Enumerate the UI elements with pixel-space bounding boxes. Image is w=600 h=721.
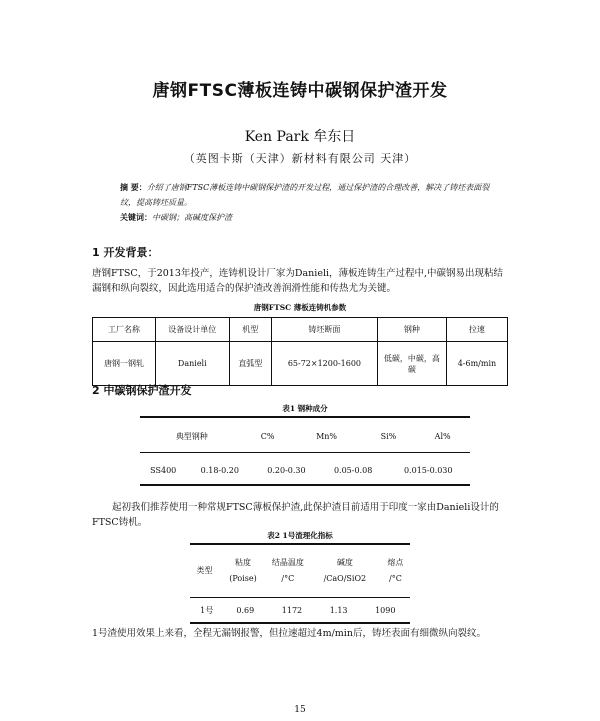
table1-top-rule [140,416,470,418]
table-header-cell: 工厂名称 [93,318,156,342]
table-cell: 1.13 [329,605,348,615]
table-header-cell: 结晶温度 /°C [271,558,304,583]
table-cell: 0.18-0.20 [200,465,239,475]
abstract [120,180,500,210]
table-cell: 1号 [200,605,214,615]
params-table-caption: 唐钢FTSC 薄板连铸机参数 [253,303,347,312]
table-header-cell: 钢种 [377,318,446,342]
table-cell: 0.05-0.08 [333,465,373,475]
table-cell: 1172 [281,605,303,615]
table-header-row [93,318,508,342]
table-header-cell: 碱度 /CaO/SiO2 [323,558,367,583]
table-cell: 唐钢一钢轧 [93,342,156,386]
table-header-row [140,424,470,448]
table-cell: 0.20-0.30 [267,465,306,475]
table-cell: 1090 [375,605,396,615]
section1-title: 1 开发背景： [92,246,159,259]
params-table [92,317,508,386]
table-header-cell: Al% [434,431,451,441]
keywords-label: 关键词： [120,212,152,222]
table-cell: 4-6m/min [446,342,507,386]
authors: Ken Park 牟东日 [244,129,356,145]
table-cell: SS400 [150,465,177,475]
table-header-cell: 拉速 [446,318,507,342]
paragraph-2: 起初我们推荐使用一种常规FTSC薄板保护渣,此保护渣目前适用于印度一家由Danieli设计的FTSC铸机。 [92,502,499,528]
table-row [190,600,410,620]
table2-top-rule [190,543,410,545]
keywords-text: 中碳钢；高碱度保护渣 [152,213,232,222]
table-row [93,342,508,386]
page-title: 唐钢FTSC薄板连铸中碳钢保护渣开发 [152,81,448,101]
section1-paragraph: 唐钢FTSC，于2013年投产，连铸机设计厂家为Danieli，薄板连铸生产过程中,中碳钢易出现粘结漏钢和纵向裂纹，因此选用适合的保护渣改善润滑性能和传热尤为关键。 [92,268,504,294]
table-cell: Danieli [156,342,229,386]
paragraph-3: 1号渣使用效果上来看，全程无漏钢报警，但拉速超过4m/min后，铸坯表面有细微纵向裂纹。 [92,628,486,639]
affiliation: （英图卡斯（天津）新材料有限公司 天津） [183,152,417,165]
table1-bottom-rule [140,484,470,486]
table-header-cell: 类型 [196,566,213,575]
table-header-row [190,548,410,594]
table-header-cell: 粘度 (Poise) [229,558,257,583]
table-header-cell: Si% [380,431,397,441]
table-cell: 0.69 [236,605,255,615]
table-cell: 0.015-0.030 [403,465,453,475]
keywords [120,212,232,223]
table-cell: 直弧型 [229,342,272,386]
slag-property-table-body [190,600,410,620]
table-row [140,460,470,480]
section2-title: 2 中碳钢保护渣开发 [92,384,192,397]
table2-mid-rule [190,597,410,598]
table-header-cell: C% [260,431,275,441]
table-cell: 65-72×1200-1600 [272,342,378,386]
table2-bottom-rule [190,622,410,624]
composition-table-body [140,460,470,480]
table-header-cell: 铸坯断面 [272,318,378,342]
page-number: 15 [294,705,306,715]
table1-mid-rule [140,452,470,453]
abstract-text: 介绍了唐钢FTSC薄板连铸中碳钢保护渣的开发过程，通过保护渣的合理改善，解决了铸坯表面裂纹，提高铸坯质量。 [120,183,490,207]
abstract-label: 摘 要： [120,182,147,192]
table-header-cell: 典型钢种 [175,431,208,441]
table-cell: 低碳，中碳，高碳 [377,342,446,386]
table1-caption: 表1 钢种成分 [282,404,328,413]
table-header-cell: 机型 [229,318,272,342]
table-header-cell: Mn% [316,431,338,441]
table-header-cell: 设备设计单位 [156,318,229,342]
slag-property-table [190,548,410,594]
table2-caption: 表2 1号渣理化指标 [267,531,333,540]
composition-table [140,424,470,448]
table-header-cell: 熔点 /°C [387,558,404,583]
